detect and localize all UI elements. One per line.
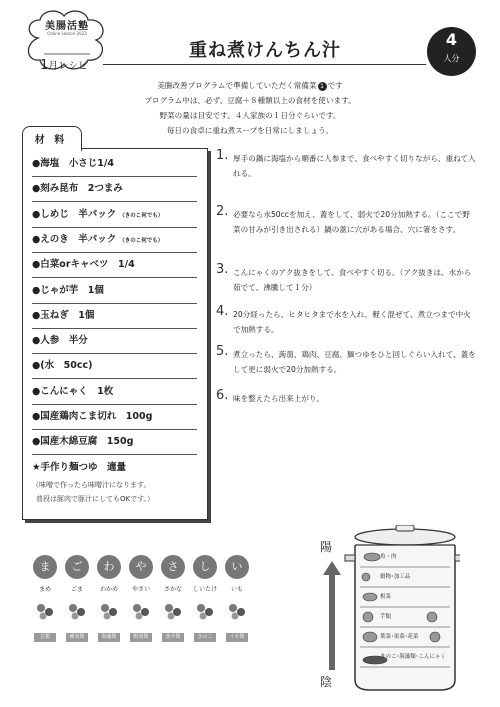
intro-line-1-end: です	[327, 81, 343, 90]
footnote-line-1: （味噌で作ったら味噌汁になります。	[32, 481, 151, 489]
ingredient-item	[32, 252, 197, 278]
step-item	[216, 148, 476, 181]
mg-category-tag: 野菜類	[130, 633, 152, 642]
pot-layer-label: 葉菜･果菜･花菜	[380, 634, 419, 640]
mg-char-circle: や	[129, 555, 153, 579]
ingredient-item	[32, 151, 197, 177]
intro-line-1	[100, 78, 400, 93]
ingredient-item	[32, 429, 197, 455]
intro-text	[100, 78, 400, 138]
ingredient-note: （きのこ何でも）	[119, 212, 164, 219]
mg-category-tag: 豆類	[34, 633, 56, 642]
ingredient-text: ●白菜orキャベツ 1/4	[32, 259, 135, 271]
step-text: 必要なら水50ccを加え、蓋をして、弱火で20分加熱する。（ここで野菜の甘みが引き出される）鍋の蓋に穴がある場合、穴に箸をさす。	[233, 210, 470, 234]
intro-line-2: プログラム中は、必ず、豆腐＋８種類以上の食材を使います。	[144, 96, 356, 105]
ingredient-text: ●玉ねぎ 1個	[32, 309, 95, 321]
step-item	[216, 388, 476, 407]
step-number: 1.	[216, 148, 229, 163]
food-icon	[34, 600, 56, 622]
ingredient-item	[32, 455, 197, 480]
servings-number: 4	[445, 30, 458, 49]
food-icon	[66, 600, 88, 622]
step-item	[216, 304, 476, 337]
mg-word: いも	[230, 586, 243, 593]
food-icon	[98, 600, 120, 622]
step-number: 4.	[216, 304, 229, 319]
mg-category-tag: 魚介類	[162, 633, 184, 642]
ingredient-text: ●人参 半分	[32, 335, 88, 347]
step-text: 20分経ったら、ヒタヒタまで水を入れ、軽く混ぜて、煮立つまで中火で加熱する。	[233, 310, 471, 334]
intro-line-4: 毎日の食卓に重ね煮スープを日常にしましょう。	[166, 126, 334, 135]
step-text: 味を整えたら出来上がり。	[233, 394, 325, 403]
ingredient-item	[32, 176, 197, 202]
food-icon	[130, 600, 152, 622]
mg-category-tag: きのこ	[194, 633, 216, 642]
ingredient-item	[32, 202, 197, 228]
number-badge: 1	[318, 82, 327, 91]
mg-char-circle: わ	[97, 555, 121, 579]
month-number: 1	[40, 58, 49, 73]
step-item	[216, 344, 476, 377]
step-number: 6.	[216, 388, 229, 403]
mg-word: さかな	[163, 586, 182, 593]
step-item	[216, 204, 476, 237]
ingredient-text: ●(水 50cc)	[32, 360, 93, 372]
servings-unit: 人分	[443, 54, 460, 63]
mg-char-circle: ま	[33, 555, 57, 579]
food-icon	[162, 600, 184, 622]
ingredient-text: ●海塩 小さじ1/4	[32, 158, 114, 169]
month-suffix: 月レシピ	[48, 61, 89, 72]
pot-layer-label: 芋類	[380, 614, 392, 620]
food-icon	[194, 600, 216, 622]
brand-name: 美腸活塾	[45, 21, 89, 32]
step-item	[216, 262, 476, 295]
mg-word: ごま	[70, 586, 83, 593]
pot-layer-label: 穀物･加工品	[380, 574, 411, 580]
step-text: 厚手の鍋に海塩から順番に人参まで、食べやすく切りながら、重ねて入れる。	[233, 154, 476, 178]
mg-category-tag: 種実類	[66, 633, 88, 642]
ingredient-text: ●こんにゃく 1枚	[32, 385, 114, 397]
ingredient-text: ●じゃが芋 1個	[32, 284, 104, 296]
header-rule	[103, 64, 426, 65]
mg-category-tag: 海藻類	[98, 633, 120, 642]
mg-word: わかめ	[99, 586, 118, 593]
month-label	[40, 57, 88, 73]
ingredient-item	[32, 278, 197, 304]
mg-char-circle: し	[193, 555, 217, 579]
mg-char-circle: ご	[65, 555, 89, 579]
pot-layer-label: きのこ･海藻類･こんにゃく	[380, 654, 446, 660]
ingredients-footnote	[32, 478, 202, 506]
ingredient-item	[32, 404, 197, 430]
recipe-title: 重ね煮けんちん汁	[189, 40, 341, 61]
ingredient-text: ●国産鶏肉こま切れ 100g	[32, 411, 153, 422]
ingredient-text: ●国産木綿豆腐 150g	[32, 436, 134, 448]
ingredient-text: ●刻み昆布 2つまみ	[32, 183, 123, 195]
pot-layer-label: 魚・肉	[380, 554, 397, 560]
step-number: 3.	[216, 262, 229, 277]
food-icon	[226, 600, 248, 622]
mg-word: しいたけ	[192, 586, 217, 593]
step-number: 2.	[216, 204, 229, 219]
step-text: こんにゃくのアク抜きをして、食べやすく切る。（アク抜きは、水から茹でて、沸騰して１分）	[233, 268, 472, 292]
yang-label: 陽	[320, 540, 333, 554]
mg-word: まめ	[38, 586, 51, 593]
mg-char-circle: さ	[161, 555, 185, 579]
ingredient-note: （きのこ何でも）	[119, 237, 164, 244]
ingredient-item	[32, 328, 197, 354]
ingredient-item	[32, 353, 197, 379]
ingredient-text: ●えのき 半パック	[32, 233, 117, 245]
ingredients-heading: 材 料	[34, 135, 68, 146]
intro-line-1-text: 美腸改善プログラムで準備していただく常備菜	[157, 81, 317, 90]
intro-line-3: 野菜の量は目安です。４人家族の１日分ぐらいです。	[159, 111, 341, 120]
pot-layer-label: 根菜	[380, 594, 392, 600]
mg-char-circle: い	[225, 555, 249, 579]
mg-category-tag: イモ類	[226, 633, 248, 642]
pot-illustration	[320, 525, 460, 695]
mg-word: やさい	[131, 586, 150, 593]
yin-label: 陰	[320, 675, 333, 689]
footnote-line-2: 普段は豚肉で豚汁にしてもOKです。）	[36, 495, 155, 503]
ingredient-item	[32, 227, 197, 253]
ingredient-text: ●しめじ 半パック	[32, 208, 117, 220]
ingredient-item	[32, 379, 197, 405]
brand-subtitle: Online Lesson 2023	[47, 31, 87, 36]
ingredient-item	[32, 303, 197, 329]
step-text: 煮立ったら、蒟蒻、鶏肉、豆腐、麺つゆをひと回しぐらい入れて、蓋をして更に弱火で20分加熱する。	[233, 350, 476, 374]
ingredient-text: ★手作り麺つゆ 適量	[32, 461, 127, 473]
step-number: 5.	[216, 344, 229, 359]
